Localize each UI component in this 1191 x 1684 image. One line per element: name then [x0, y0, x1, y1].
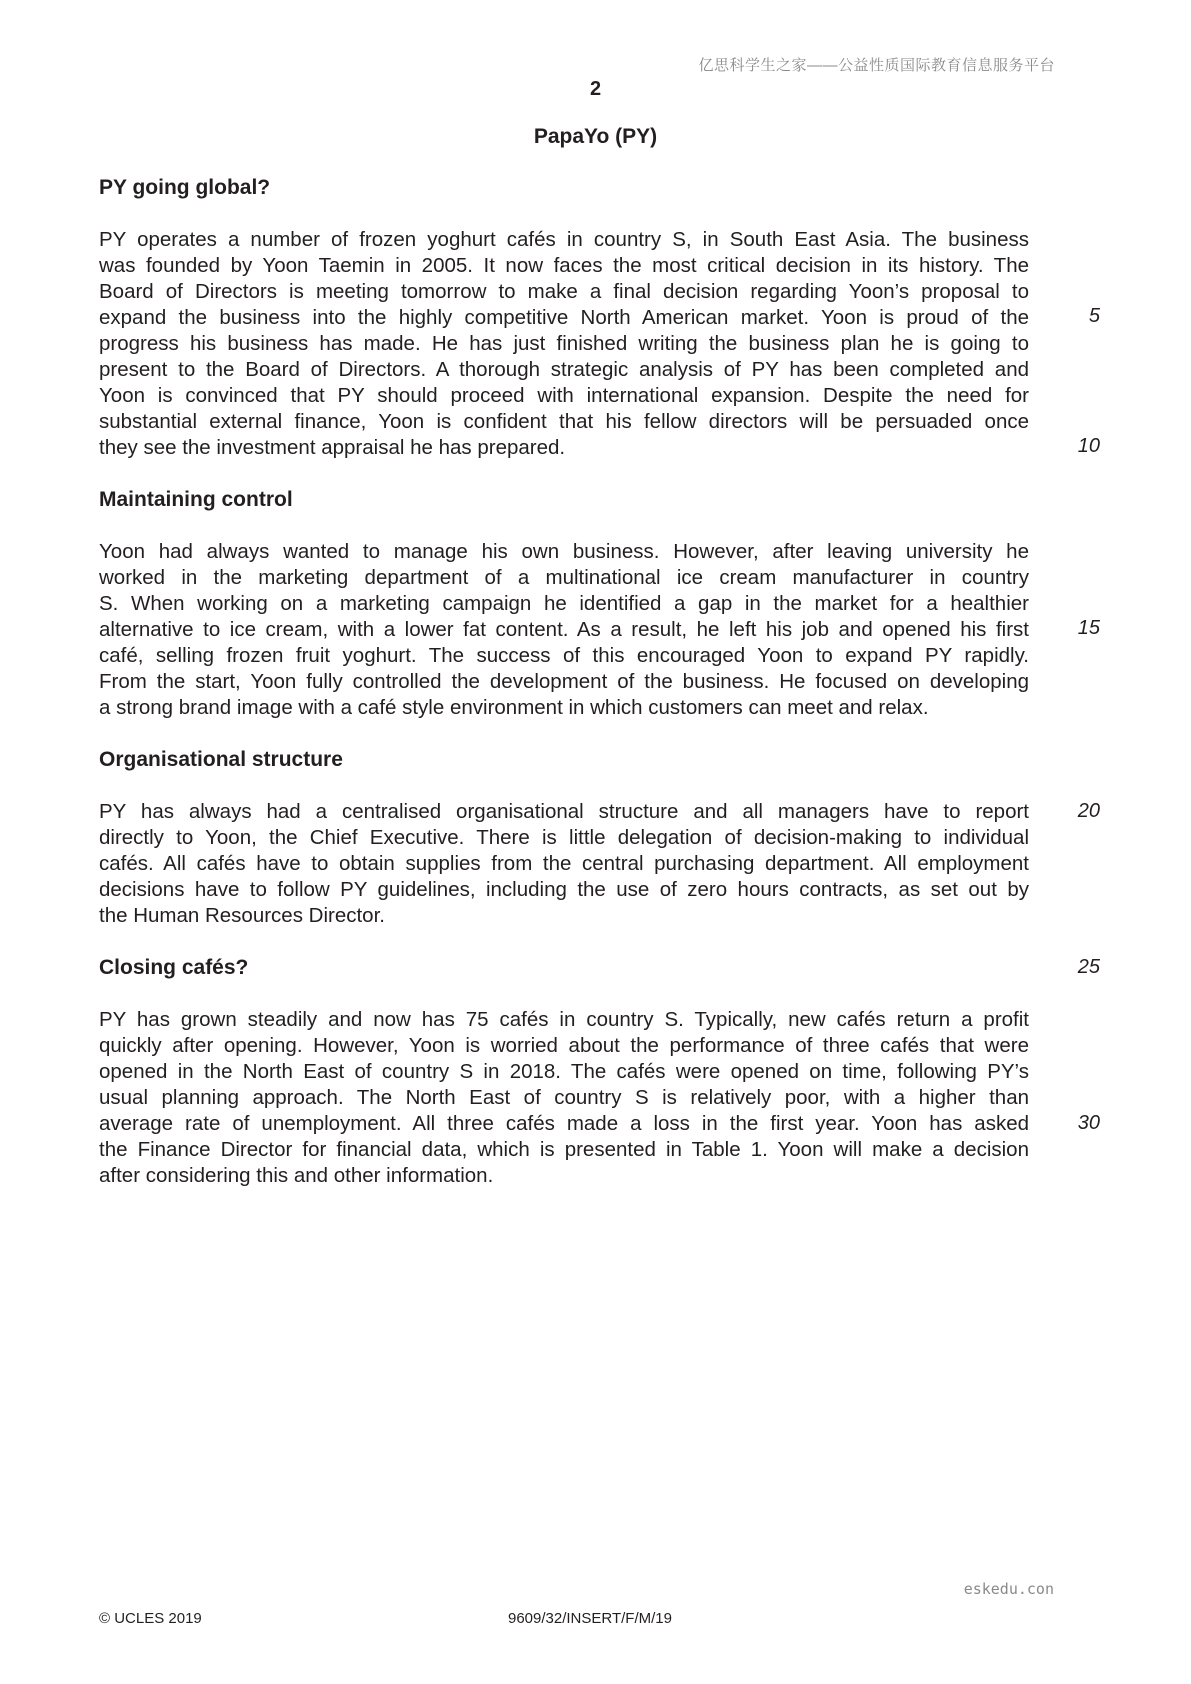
text-line: usual planning approach. The North East of country S is relatively poor, with a higher than: [99, 1086, 1029, 1109]
text-line: Yoon is convinced that PY should proceed with international expansion. Despite the need for: [99, 384, 1029, 407]
text-line: From the start, Yoon fully controlled the development of the business. He focused on developing: [99, 670, 1029, 693]
text-line: expand the business into the highly competitive North American market. Yoon is proud of the: [99, 306, 1029, 329]
section-heading: PY going global?: [99, 176, 271, 199]
text-line: worked in the marketing department of a multinational ice cream manufacturer in country: [99, 566, 1029, 589]
text-line: Board of Directors is meeting tomorrow to make a final decision regarding Yoon’s proposal to: [99, 280, 1029, 303]
line-number: 5: [1088, 305, 1100, 327]
line-number: 10: [1077, 435, 1100, 457]
line-number: 20: [1077, 800, 1100, 822]
text-line: a strong brand image with a café style environment in which customers can meet and relax.: [99, 696, 929, 719]
watermark-footer: eskedu.con: [963, 1580, 1054, 1598]
section-paragraph: [99, 227, 1029, 461]
section-heading: Closing cafés?: [99, 956, 249, 979]
section-heading: Organisational structure: [99, 748, 343, 771]
text-line: opened in the North East of country S in 2018. The cafés were opened on time, following PY’s: [99, 1060, 1029, 1083]
text-line: S. When working on a marketing campaign he identified a gap in the market for a healthier: [99, 592, 1029, 615]
text-line: alternative to ice cream, with a lower fat content. As a result, he left his job and opened his first: [99, 618, 1029, 641]
document-body: [99, 175, 1029, 1189]
text-line: after considering this and other information.: [99, 1164, 494, 1187]
line-number: 15: [1077, 617, 1100, 639]
text-line: decisions have to follow PY guidelines, including the use of zero hours contracts, as set out by: [99, 878, 1029, 901]
line-number: 30: [1077, 1112, 1100, 1134]
section-paragraph: [99, 1007, 1029, 1189]
text-line: PY has always had a centralised organisational structure and all managers have to report: [99, 800, 1029, 823]
text-line: directly to Yoon, the Chief Executive. There is little delegation of decision-making to individual: [99, 826, 1029, 849]
text-line: PY has grown steadily and now has 75 cafés in country S. Typically, new cafés return a profit: [99, 1008, 1029, 1031]
text-line: substantial external finance, Yoon is confident that his fellow directors will be persuaded once: [99, 410, 1029, 433]
page-number: 2: [589, 78, 602, 100]
footer-document-code: 9609/32/INSERT/F/M/19: [508, 1610, 672, 1627]
text-line: the Finance Director for financial data, which is presented in Table 1. Yoon will make a decision: [99, 1138, 1029, 1161]
text-line: progress his business has made. He has just finished writing the business plan he is going to: [99, 332, 1029, 355]
text-line: they see the investment appraisal he has prepared.: [99, 436, 566, 459]
text-line: present to the Board of Directors. A thorough strategic analysis of PY has been completed and: [99, 358, 1029, 381]
text-line: average rate of unemployment. All three cafés made a loss in the first year. Yoon has asked: [99, 1112, 1029, 1135]
line-number: 25: [1077, 956, 1100, 978]
text-line: café, selling frozen fruit yoghurt. The success of this encouraged Yoon to expand PY rapidly.: [99, 644, 1029, 667]
section-paragraph: [99, 539, 1029, 721]
text-line: quickly after opening. However, Yoon is worried about the performance of three cafés that were: [99, 1034, 1029, 1057]
watermark-header: 亿思科学生之家——公益性质国际教育信息服务平台: [698, 57, 1055, 74]
section-heading: Maintaining control: [99, 488, 293, 511]
document-title: PapaYo (PY): [533, 125, 658, 148]
section-paragraph: [99, 799, 1029, 929]
text-line: the Human Resources Director.: [99, 904, 385, 927]
text-line: Yoon had always wanted to manage his own business. However, after leaving university he: [99, 540, 1029, 563]
footer-copyright: © UCLES 2019: [99, 1610, 202, 1627]
text-line: PY operates a number of frozen yoghurt cafés in country S, in South East Asia. The business: [99, 228, 1029, 251]
text-line: was founded by Yoon Taemin in 2005. It now faces the most critical decision in its history. The: [99, 254, 1029, 277]
text-line: cafés. All cafés have to obtain supplies from the central purchasing department. All employment: [99, 852, 1029, 875]
